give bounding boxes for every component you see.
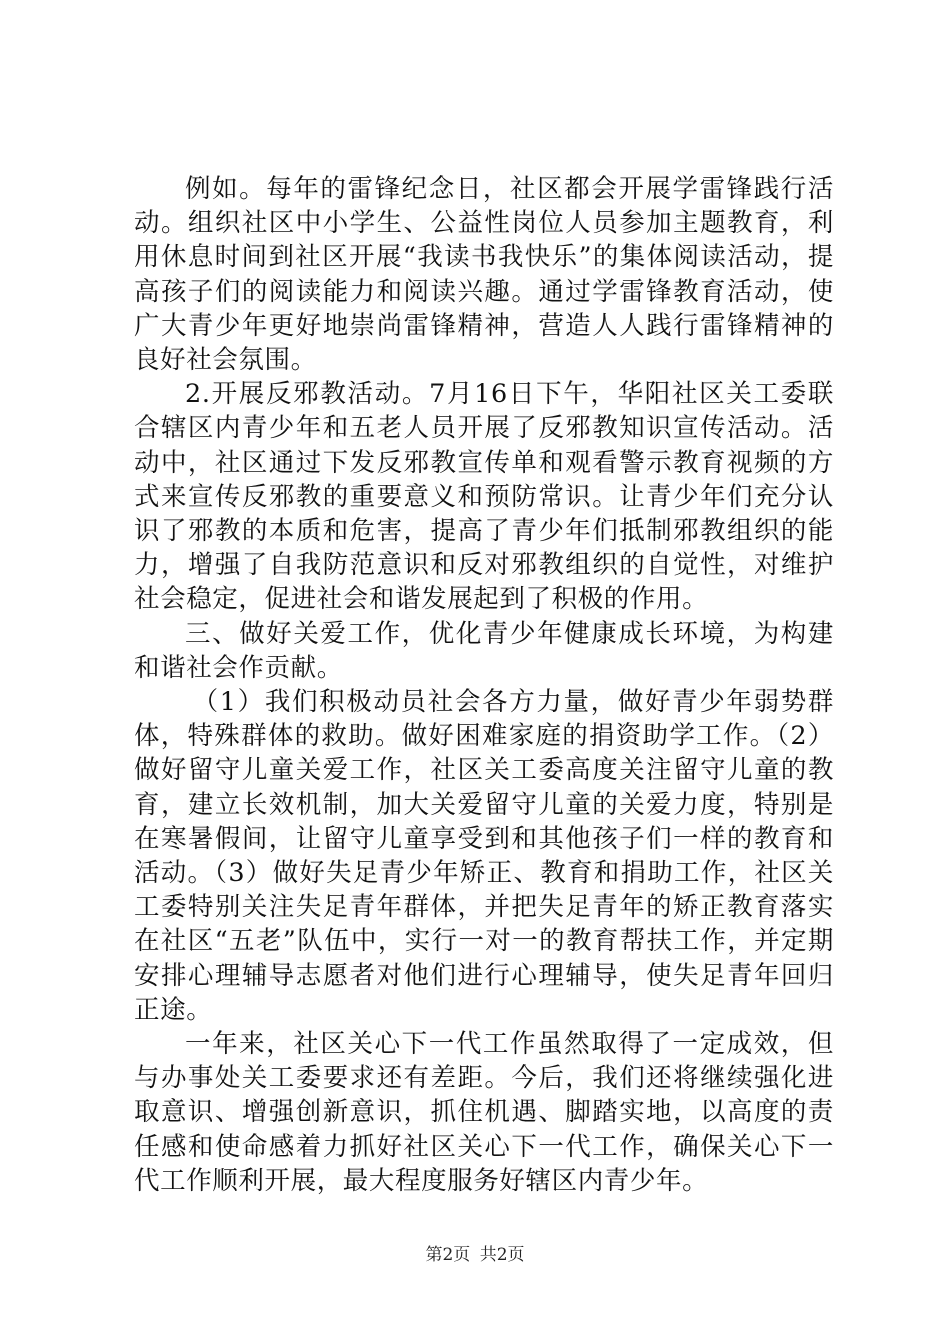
page-total: 共2页 — [479, 1245, 525, 1265]
paragraph-anti-cult: 2.开展反邪教活动。7月16日下午，华阳社区关工委联合辖区内青少年和五老人员开展了反邪教知识宣传活动。活动中，社区通过下发反邪教宣传单和观看警示教育视频的方式来宣传反邪教的重要意义和预防常识。让青少年们充分认识了邪教的本质和危害，提高了青少年们抵制邪教组织的能力，增强了自我防范意识和反对邪教组织的自觉性，对维护社会稳定，促进社会和谐发展起到了积极的作用。 — [134, 379, 834, 615]
page-number: 第2页 — [425, 1245, 471, 1265]
paragraph-care-measures: （1）我们积极动员社会各方力量，做好青少年弱势群体，特殊群体的救助。做好困难家庭的捐资助学工作。（2）做好留守儿童关爱工作，社区关工委高度关注留守儿童的教育，建立长效机制，加大关爱留守儿童的关爱力度，特别是在寒暑假间，让留守儿童享受到和其他孩子们一样的教育和活动。（3）做好失足青少年矫正、教育和捐助工作，社区关工委特别关注失足青年群体，并把失足青年的矫正教育落实在社区“五老”队伍中，实行一对一的教育帮扶工作，并定期安排心理辅导志愿者对他们进行心理辅导，使失足青年回归正途。 — [134, 687, 834, 1025]
page-footer — [0, 1244, 950, 1266]
document-body — [134, 172, 834, 1198]
paragraph-summary: 一年来，社区关心下一代工作虽然取得了一定成效，但与办事处关工委要求还有差距。今后，我们还将继续强化进取意识、增强创新意识，抓住机遇、脚踏实地，以高度的责任感和使命感着力抓好社区关心下一代工作，确保关心下一代工作顺利开展，最大程度服务好辖区内青少年。 — [134, 1029, 834, 1196]
section-heading-care-work: 三、做好关爱工作，优化青少年健康成长环境，为构建和谐社会作贡献。 — [134, 618, 834, 683]
paragraph-lei-feng: 例如。每年的雷锋纪念日，社区都会开展学雷锋践行活动。组织社区中小学生、公益性岗位人员参加主题教育，利用休息时间到社区开展“我读书我快乐”的集体阅读活动，提高孩子们的阅读能力和阅读兴趣。通过学雷锋教育活动，使广大青少年更好地崇尚雷锋精神，营造人人践行雷锋精神的良好社会氛围。 — [134, 174, 834, 376]
